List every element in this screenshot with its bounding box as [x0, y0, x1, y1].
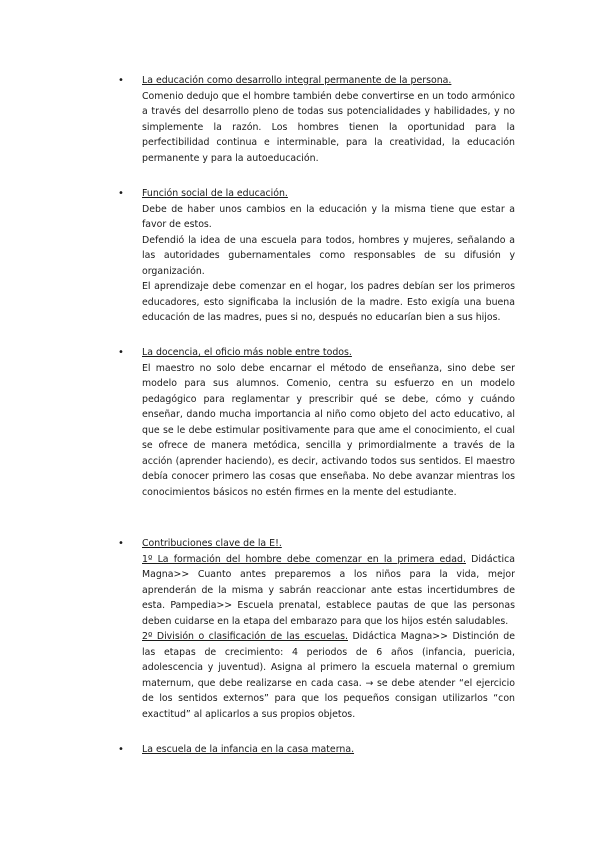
subheading: 1º La formación del hombre debe comenzar en la primera edad.	[142, 553, 466, 565]
section-docencia	[118, 345, 515, 500]
paragraph: Debe de haber unos cambios en la educación y la misma tiene que estar a favor de estos.	[142, 203, 515, 230]
section-heading: La docencia, el oficio más noble entre todos.	[142, 347, 352, 358]
section-body	[142, 552, 515, 723]
section-contribuciones	[118, 536, 515, 722]
bullet-icon: •	[118, 347, 124, 358]
bullet-icon: •	[118, 188, 124, 199]
paragraph: Defendió la idea de una escuela para todos, hombres y mujeres, señalando a las autoridades gubernamentales como responsables de su difusión y organización.	[142, 234, 515, 277]
paragraph	[142, 629, 515, 722]
section-heading: La escuela de la infancia en la casa materna.	[142, 744, 355, 755]
paragraph: El maestro no solo debe encarnar el método de enseñanza, sino debe ser modelo para sus alumnos. Comenio, centra su esfuerzo en un modelo pedagógico para reglamentar y prescribir qué se debe, cómo y cuándo enseñar, dando mucha importancia al niño como objeto del acto educativo, al que se le debe estimular positivamente para que ame el conocimiento, el cual se ofrece de manera metódica, sencilla y primordialmente a través de la acción (aprender haciendo), es decir, activando todos sus sentidos. El maestro debía conocer primero las cosas que enseñaba. No debe avanzar mientras los conocimientos básicos no estén firmes en la mente del estudiante.	[142, 362, 515, 498]
section-heading: Contribuciones clave de la E!.	[142, 538, 282, 549]
paragraph: Comenio dedujo que el hombre también debe convertirse en un todo armónico a través del desarrollo pleno de todas sus potencialidades y habilidades, y no simplemente la razón. Los hombres tienen la oportunidad para la perfectibilidad continua e interminable, para la creatividad, la educación permanente y para la autoeducación.	[142, 90, 515, 164]
section-educacion-integral	[118, 73, 515, 166]
subheading: 2º División o clasificación de las escuelas.	[142, 631, 348, 642]
section-body	[142, 361, 515, 501]
section-body	[142, 202, 515, 326]
paragraph	[142, 552, 515, 630]
section-escuela-infancia	[118, 742, 515, 758]
subheading-text: Didáctica Magna>> Distinción de las etapas de crecimiento: 4 periodos de 6 años (infancia, puericia, adolescencia y juventud). Asigna al primero la escuela maternal o gremium maternum, que debe realizarse en cada casa. → se debe atender “el ejercicio de los sentidos externos” para que los pequeños consigan utilizarlos “con exactitud” al aplicarlos a sus propios objetos.	[142, 631, 515, 720]
section-heading: Función social de la educación.	[142, 188, 288, 199]
bullet-icon: •	[118, 538, 124, 549]
paragraph: El aprendizaje debe comenzar en el hogar, los padres debían ser los primeros educadores, esto significaba la inclusión de la madre. Esto exigía una buena educación de las madres, pues si no, después no educarían bien a sus hijos.	[142, 281, 515, 323]
section-body	[142, 89, 515, 167]
bullet-icon: •	[118, 744, 124, 755]
section-funcion-social	[118, 186, 515, 326]
section-heading: La educación como desarrollo integral permanente de la persona.	[142, 75, 452, 86]
subheading-text: Didáctica Magna>> Cuanto antes preparemos a los niños para la vida, mejor aprenderán de la misma y sabrán reaccionar ante estas incertidumbres de esta. Pampedia>> Escuela prenatal, establece pautas de que las personas deben cuidarse en la etapa del embarazo para que los hijos estén saludables.	[142, 553, 515, 627]
bullet-icon: •	[118, 75, 124, 86]
